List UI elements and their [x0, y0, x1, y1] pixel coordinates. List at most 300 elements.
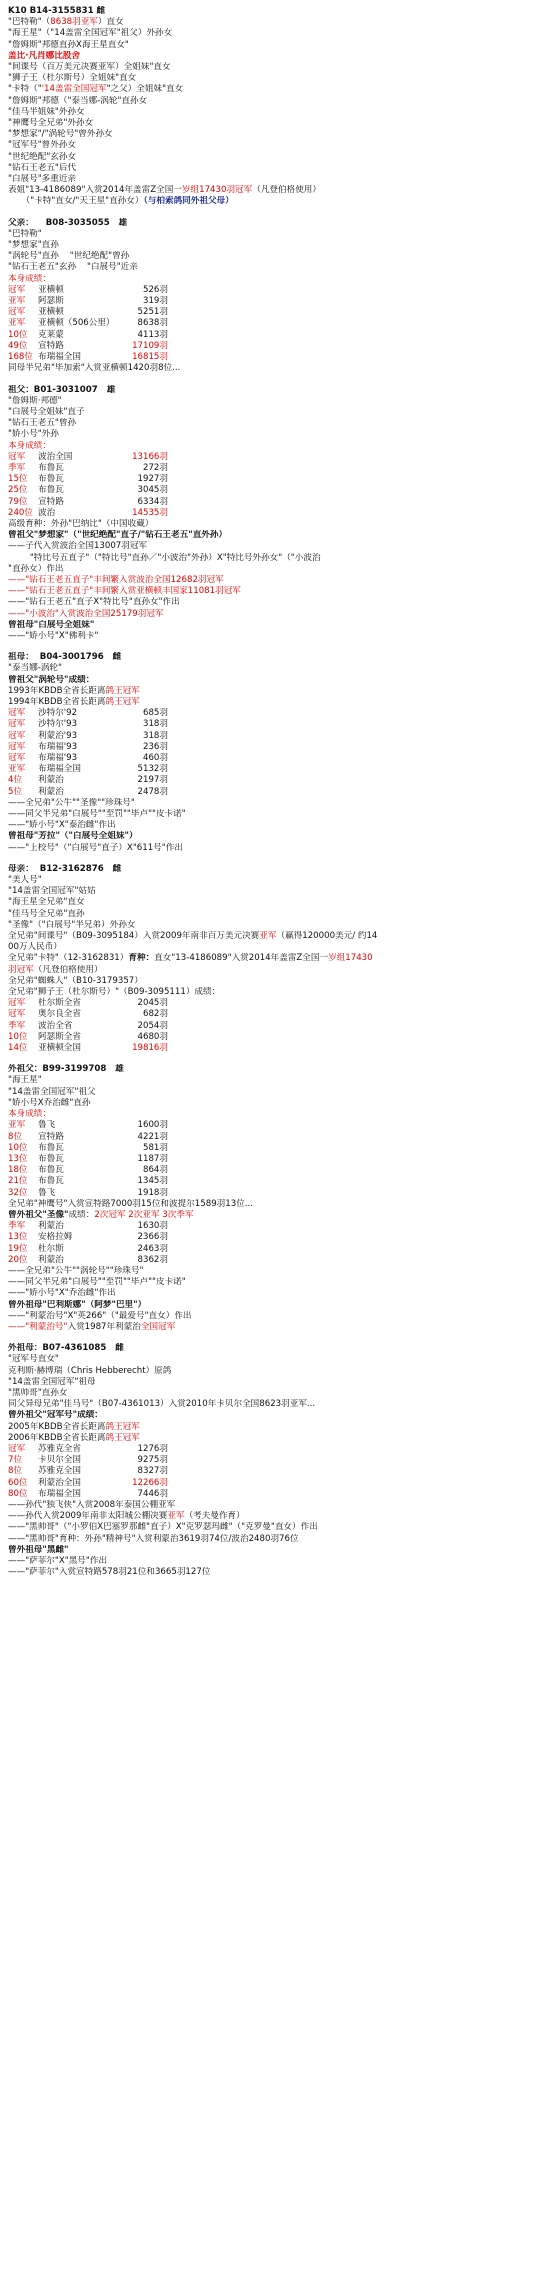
text-line [8, 1210, 544, 1221]
text-segment: "钻石王老五"后代 [8, 162, 77, 173]
text-line [8, 1277, 544, 1288]
result-row [8, 1255, 544, 1266]
result-rank: 49位 [8, 340, 28, 351]
text-segment: 曾外祖父"冠军号"成绩： [8, 1410, 103, 1421]
bird-count: 8327羽 [137, 1466, 168, 1477]
text-line [8, 831, 544, 842]
text-segment: ）直女 [97, 17, 124, 28]
text-line [8, 1064, 544, 1075]
result-row [8, 719, 544, 730]
text-line [8, 107, 544, 118]
text-segment: ——"娇小号"X"佛利卡" [8, 630, 99, 641]
text-segment: "涡轮号"直孙 "世纪绝配"曾孙 [8, 251, 130, 262]
text-segment: 同父异母兄弟"佳马号"（B07-4361013）入赏2010年卡贝尔全国8623羽亚军... [8, 1399, 316, 1410]
note [168, 1455, 544, 1466]
result-rank: 冠军 [8, 1443, 26, 1454]
text-line [8, 942, 544, 953]
text-segment: "娇小号X乔治雌"直孙 [8, 1097, 91, 1108]
result-rank: 168位 [8, 352, 33, 363]
race-name: 克莱蒙 [38, 329, 64, 340]
text-line [8, 1322, 544, 1333]
text-line [8, 17, 544, 28]
text-line [8, 620, 544, 631]
note [168, 1165, 544, 1176]
result-rank: 亚军 [8, 296, 26, 307]
result-row [8, 1455, 544, 1466]
text-segment: 岁组17430羽冠军 [181, 185, 253, 196]
note [168, 1043, 544, 1054]
result-row [8, 307, 544, 318]
text-line [8, 385, 544, 396]
race-name: 波治全国 [38, 451, 73, 462]
race-name: 阿瑟斯 [38, 296, 64, 307]
bird-count: 236羽 [143, 741, 168, 752]
text-segment: "白展号"多重近亲 [8, 174, 77, 185]
result-rank: 冠军 [8, 708, 26, 719]
text-line [8, 140, 544, 151]
bird-count: 4680羽 [137, 1031, 168, 1042]
result-row [8, 341, 544, 352]
pedigree-section [8, 864, 544, 1054]
race-name: 苏雅克全国 [38, 1466, 81, 1477]
text-segment: ——孙代"独飞侠"入赏2008年泰国公棚亚军 [8, 1500, 176, 1510]
result-row [8, 742, 544, 753]
note [168, 452, 544, 463]
bird-count: 6334羽 [137, 496, 168, 507]
race-name: 宣特路 [38, 1131, 64, 1142]
text-line [8, 28, 544, 39]
bird-count: 5251羽 [137, 307, 168, 318]
text-line [8, 909, 544, 920]
text-segment: ——全兄弟"公牛""涡轮号""珍珠号" [8, 1265, 144, 1276]
text-segment: 曾祖父"梦想家"（"世纪绝配"直子/"钻石王老五"直外孙） [8, 530, 228, 541]
bird-count: 319羽 [143, 296, 168, 307]
text-line [8, 363, 544, 374]
bird-count: 1918羽 [137, 1187, 168, 1198]
result-rank: 14位 [8, 1043, 28, 1054]
text-segment: 2005年KBDB全省长距离 [8, 1421, 106, 1432]
text-segment: "狮子王（杜尔斯号）全姐妹"直女 [8, 73, 137, 84]
text-line [8, 1422, 544, 1433]
race-name: 利蒙治 [38, 1254, 64, 1265]
result-rank: 240位 [8, 507, 33, 518]
text-segment: "佳马号全兄弟"直孙 [8, 908, 85, 919]
result-rank: 4位 [8, 775, 23, 786]
text-line [8, 1377, 544, 1388]
text-segment: "世纪绝配"玄孙女 [8, 151, 77, 162]
text-line [8, 586, 544, 597]
race-name: 布鲁瓦 [38, 1153, 64, 1164]
text-segment: "直孙女）作出 [8, 563, 64, 574]
result-row [8, 1032, 544, 1043]
result-rank: 季军 [8, 1221, 26, 1232]
text-segment: 全兄弟"蜘蛛人"（B10-3179357） [8, 975, 143, 986]
bird-count: 318羽 [143, 730, 168, 741]
text-line [8, 541, 544, 552]
result-rank: 冠军 [8, 998, 26, 1009]
text-segment: 外祖父：B99-3199708 雄 [8, 1064, 124, 1075]
text-segment: 鸽王冠军 [105, 685, 140, 696]
bird-count: 1345羽 [137, 1176, 168, 1187]
race-name: 奥尔良全省 [38, 1009, 81, 1020]
race-name: 利蒙治'93 [38, 730, 78, 741]
text-segment: 祖母： B04-3001796 雌 [8, 652, 122, 663]
race-name: 布鲁瓦 [38, 1176, 64, 1187]
race-name: 杜尔斯全省 [38, 998, 81, 1009]
note [168, 1466, 544, 1477]
note [168, 1221, 544, 1232]
text-segment: （与柏索鸽同外祖父母） [143, 196, 234, 207]
text-segment: ——"黑帅哥"（"小罗伯X巴塞罗那雌"直子）X"克罗瑟玛雌"（"克罗曼"直女）作出 [8, 1522, 318, 1533]
text-segment: "间谍号（百万美元决赛亚军）全姐妹"直女 [8, 62, 171, 73]
text-segment: "14盖雷全国冠军"祖父 [8, 1086, 96, 1097]
race-name: 鲁飞 [38, 1187, 56, 1198]
text-segment: "海王星全兄弟"直女 [8, 897, 85, 908]
note [168, 719, 544, 730]
text-line [8, 429, 544, 440]
race-name: 布瑞福'93 [38, 753, 78, 763]
text-segment: 高级育种：外孙"巴纳比"（中国收藏） [8, 518, 154, 529]
race-name: 布瑞福全国 [38, 1488, 81, 1499]
text-segment: ——"钻石王老五直子"丰间繁入赏亚横顿丰国家11081羽冠军 [8, 586, 241, 597]
result-row [8, 452, 544, 463]
race-name: 布鲁瓦 [38, 462, 64, 473]
bird-count: 14535羽 [132, 507, 168, 518]
race-name: 亚横顿全国 [38, 1043, 81, 1054]
text-line [8, 229, 544, 240]
bird-count: 526羽 [143, 284, 168, 295]
note [168, 1154, 544, 1165]
result-row [8, 1154, 544, 1165]
bird-count: 685羽 [143, 708, 168, 719]
result-rank: 15位 [8, 474, 28, 485]
text-line [8, 129, 544, 140]
bird-count: 3045羽 [137, 485, 168, 496]
text-segment: 盖比·凡肖娜比股舍 [8, 50, 81, 61]
note [168, 1244, 544, 1255]
text-line [8, 663, 544, 674]
text-segment: （"卡特"直女/"天王星"直孙女） [8, 196, 144, 207]
result-rank: 8位 [8, 1466, 23, 1477]
result-row [8, 1188, 544, 1199]
bird-count: 2478羽 [137, 786, 168, 797]
result-row [8, 285, 544, 296]
text-segment: 全兄弟"神鹰号"入赏宣特路7000羽15位和波提尔1589羽13位... [8, 1198, 253, 1209]
text-line [8, 897, 544, 908]
text-segment: ——子代入赏波治全国13007羽冠军 [8, 541, 148, 552]
note [168, 1143, 544, 1154]
note [168, 485, 544, 496]
result-row [8, 787, 544, 798]
result-rank: 21位 [8, 1176, 28, 1187]
text-line [8, 597, 544, 608]
pedigree-section [8, 1064, 544, 1333]
note [168, 753, 544, 764]
text-line [8, 441, 544, 452]
result-row [8, 1043, 544, 1054]
text-segment: 直女"13-4186089"入赏2014年盖雷Z全国一 [154, 953, 329, 964]
race-name: 卡贝尔全国 [38, 1455, 81, 1466]
note [168, 341, 544, 352]
text-line [8, 163, 544, 174]
race-name: 波治 [38, 507, 56, 518]
bird-count: 2045羽 [137, 998, 168, 1009]
text-segment: "詹姆斯·邦德" [8, 395, 62, 406]
bird-count: 4221羽 [137, 1131, 168, 1142]
text-line [8, 84, 544, 95]
result-row [8, 998, 544, 1009]
note [168, 775, 544, 786]
text-line [8, 631, 544, 642]
text-segment: 曾祖母"芳拉"（"白展号全姐妹"） [8, 831, 138, 842]
text-line [8, 686, 544, 697]
text-segment: ——同父半兄弟"白展号""至罚""毕卢""皮卡诺" [8, 809, 186, 820]
text-segment: 8638羽亚军 [50, 17, 98, 28]
result-row [8, 352, 544, 363]
text-segment: 入赏1987年利蒙治 [67, 1321, 141, 1332]
note [168, 307, 544, 318]
text-segment: "海王星" [8, 1075, 42, 1086]
race-name: 沙特尔'92 [38, 708, 78, 719]
text-line [8, 1433, 544, 1444]
text-line [8, 820, 544, 831]
text-line [8, 118, 544, 129]
text-line [8, 152, 544, 163]
note [168, 998, 544, 1009]
result-row [8, 1176, 544, 1187]
text-line [8, 1534, 544, 1545]
text-line [8, 976, 544, 987]
pedigree-section [8, 218, 544, 375]
text-line [8, 1075, 544, 1086]
bird-count: 1276羽 [137, 1443, 168, 1454]
text-segment: 本身成绩： [8, 273, 51, 284]
bird-count: 1600羽 [137, 1120, 168, 1131]
pedigree-section [8, 385, 544, 643]
text-segment: （凡登伯格使用） [252, 185, 321, 196]
text-line [8, 953, 544, 964]
note [168, 1444, 544, 1455]
result-row [8, 296, 544, 307]
text-line [8, 218, 544, 229]
bird-count: 460羽 [143, 753, 168, 763]
bird-count: 19816羽 [132, 1043, 168, 1054]
note [168, 1255, 544, 1266]
result-row [8, 764, 544, 775]
text-segment: "钻石王老五"玄孙 "白展号"近亲 [8, 262, 138, 273]
text-line [8, 1500, 544, 1511]
result-row [8, 708, 544, 719]
text-line [8, 843, 544, 854]
note [168, 463, 544, 474]
text-line [8, 418, 544, 429]
bird-count: 1187羽 [137, 1153, 168, 1164]
note [168, 742, 544, 753]
text-segment: ——"娇小号"X"泰治雌"作出 [8, 820, 116, 831]
text-segment: ——孙代入赏2009年南非太阳城公棚决赛 [8, 1511, 168, 1522]
note [168, 296, 544, 307]
text-line [8, 530, 544, 541]
note [168, 1478, 544, 1489]
text-line [8, 864, 544, 875]
text-segment: "神鹰号全兄弟"外孙女 [8, 118, 94, 129]
text-segment: 克利斯·赫博瑞（Chris Hebberecht）原鸽 [8, 1365, 172, 1376]
race-name: 宣特路 [38, 496, 64, 507]
text-segment: 1994年KBDB全省长距离 [8, 696, 106, 707]
result-rank: 10位 [8, 1142, 28, 1153]
text-line [8, 675, 544, 686]
text-segment: ——"利蒙治号" [8, 1321, 68, 1332]
race-name: 波治全省 [38, 1020, 73, 1031]
note [168, 1232, 544, 1243]
text-segment: K10 B14-3155831 雌 [8, 6, 106, 16]
text-segment: ——全兄弟"公牛""圣像""珍珠号" [8, 797, 135, 808]
result-rank: 冠军 [8, 753, 26, 763]
text-segment: 全兄弟"狮子王（杜尔斯号）"（B09-3095111）成绩： [8, 987, 221, 998]
race-name: 布鲁瓦 [38, 1165, 64, 1176]
note [168, 787, 544, 798]
result-rank: 冠军 [8, 730, 26, 741]
result-row [8, 1143, 544, 1154]
result-rank: 8位 [8, 1131, 23, 1142]
text-segment: "黑帅哥"直孙女 [8, 1387, 68, 1398]
bird-count: 17109羽 [132, 340, 168, 351]
result-rank: 13位 [8, 1232, 28, 1243]
text-segment: ——"钻石王老五"直子X"特比号"直孙女"作出 [8, 597, 180, 608]
note [168, 731, 544, 742]
pedigree-section [8, 6, 544, 208]
text-segment: 2次冠军 2次亚军 3次季军 [94, 1209, 194, 1220]
result-row [8, 1009, 544, 1020]
result-rank: 季军 [8, 462, 26, 473]
text-segment: 1993年KBDB全省长距离 [8, 685, 106, 696]
text-segment: ——"娇小号"X"乔治雌"作出 [8, 1288, 116, 1299]
result-row [8, 1232, 544, 1243]
race-name: 布鲁瓦 [38, 1142, 64, 1153]
result-rank: 19位 [8, 1243, 28, 1254]
text-line [8, 875, 544, 886]
result-rank: 10位 [8, 329, 28, 340]
result-rank: 冠军 [8, 719, 26, 730]
text-segment: 曾祖父"涡轮号"成绩： [8, 674, 95, 685]
text-segment: 全兄弟"卡特"（12-3162831） [8, 953, 129, 964]
bird-count: 7446羽 [137, 1488, 168, 1499]
note [168, 474, 544, 485]
text-segment: 育种： [128, 953, 155, 964]
note [168, 352, 544, 363]
bird-count: 5132羽 [137, 764, 168, 775]
text-line [8, 931, 544, 942]
note [168, 1032, 544, 1043]
bird-count: 682羽 [143, 1009, 168, 1020]
text-segment: 全国冠军 [140, 1321, 176, 1332]
text-segment: ——"小波治"入赏波治全国25179羽冠军 [8, 608, 164, 619]
bird-count: 4113羽 [137, 329, 168, 340]
result-rank: 亚军 [8, 764, 26, 775]
race-name: 利蒙治 [38, 786, 64, 797]
race-name: 宣特路 [38, 340, 64, 351]
race-name: 杜尔斯 [38, 1243, 64, 1254]
result-row [8, 1466, 544, 1477]
text-segment: （赢得120000美元/ 约14 [276, 931, 378, 942]
result-rank: 80位 [8, 1488, 28, 1499]
result-rank: 7位 [8, 1455, 23, 1466]
result-rank: 亚军 [8, 1120, 26, 1131]
text-segment: 鸽王冠军 [105, 696, 140, 707]
result-rank: 季军 [8, 1020, 26, 1031]
race-name: 阿瑟斯全省 [38, 1031, 81, 1042]
text-line [8, 564, 544, 575]
text-segment: 同母半兄弟"毕加索"入赏亚横顿1420羽8位... [8, 363, 181, 374]
text-segment: "詹姆斯"邦德（"泰当娜-涡轮"直孙女 [8, 95, 148, 106]
text-segment: "白展号全姐妹"直子 [8, 406, 85, 417]
text-segment: ——"萨菲尔"X"黑号"作出 [8, 1556, 108, 1567]
text-line [8, 174, 544, 185]
result-row [8, 497, 544, 508]
text-line [8, 519, 544, 530]
text-line [8, 609, 544, 620]
text-line [8, 553, 544, 564]
result-row [8, 508, 544, 519]
text-segment: 父亲： B08-3035055 雄 [8, 217, 128, 228]
text-line [8, 6, 544, 17]
bird-count: 8638羽 [137, 318, 168, 329]
bird-count: 16815羽 [132, 352, 168, 363]
race-name: 布瑞福全国 [38, 352, 81, 363]
text-segment: "佳马半姐妹"外孙女 [8, 106, 85, 117]
text-segment: 本身成绩： [8, 1109, 51, 1120]
text-line [8, 1087, 544, 1098]
note [168, 330, 544, 341]
text-segment: 2006年KBDB全省长距离 [8, 1432, 106, 1443]
text-line [8, 1288, 544, 1299]
text-line [8, 1388, 544, 1399]
race-name: 苏雅克全省 [38, 1443, 81, 1454]
result-row [8, 1132, 544, 1143]
text-line [8, 575, 544, 586]
text-line [8, 1545, 544, 1556]
text-line [8, 185, 544, 196]
text-segment: "钻石王老五"曾孙 [8, 418, 77, 429]
text-segment: 母亲： B12-3162876 雌 [8, 863, 122, 874]
text-segment: 岁组17430 [328, 953, 373, 964]
result-rank: 32位 [8, 1187, 28, 1198]
race-name: 安格拉姆 [38, 1232, 73, 1243]
result-rank: 20位 [8, 1254, 28, 1265]
note [168, 1132, 544, 1143]
text-line [8, 1354, 544, 1365]
text-line [8, 1522, 544, 1533]
text-line [8, 987, 544, 998]
result-row [8, 318, 544, 329]
race-name: 布鲁瓦 [38, 485, 64, 496]
text-line [8, 40, 544, 51]
text-line [8, 965, 544, 976]
text-segment: "之父）全姐妹"直女 [106, 84, 184, 95]
text-line [8, 1556, 544, 1567]
result-rank: 冠军 [8, 307, 26, 318]
result-rank: 60位 [8, 1477, 28, 1488]
text-segment: "卡特（" [8, 84, 42, 95]
bird-count: 13166羽 [132, 451, 168, 462]
result-row [8, 474, 544, 485]
text-segment: "特比号五直子"（"特比号"直孙／"小波治"外孙）X"特比号外孙女"（"小波治 [8, 552, 321, 563]
race-name: 亚横顿 [38, 284, 64, 295]
text-line [8, 1199, 544, 1210]
text-segment: 外祖母：B07-4361085 雌 [8, 1343, 124, 1354]
text-line [8, 1567, 544, 1578]
text-line [8, 697, 544, 708]
